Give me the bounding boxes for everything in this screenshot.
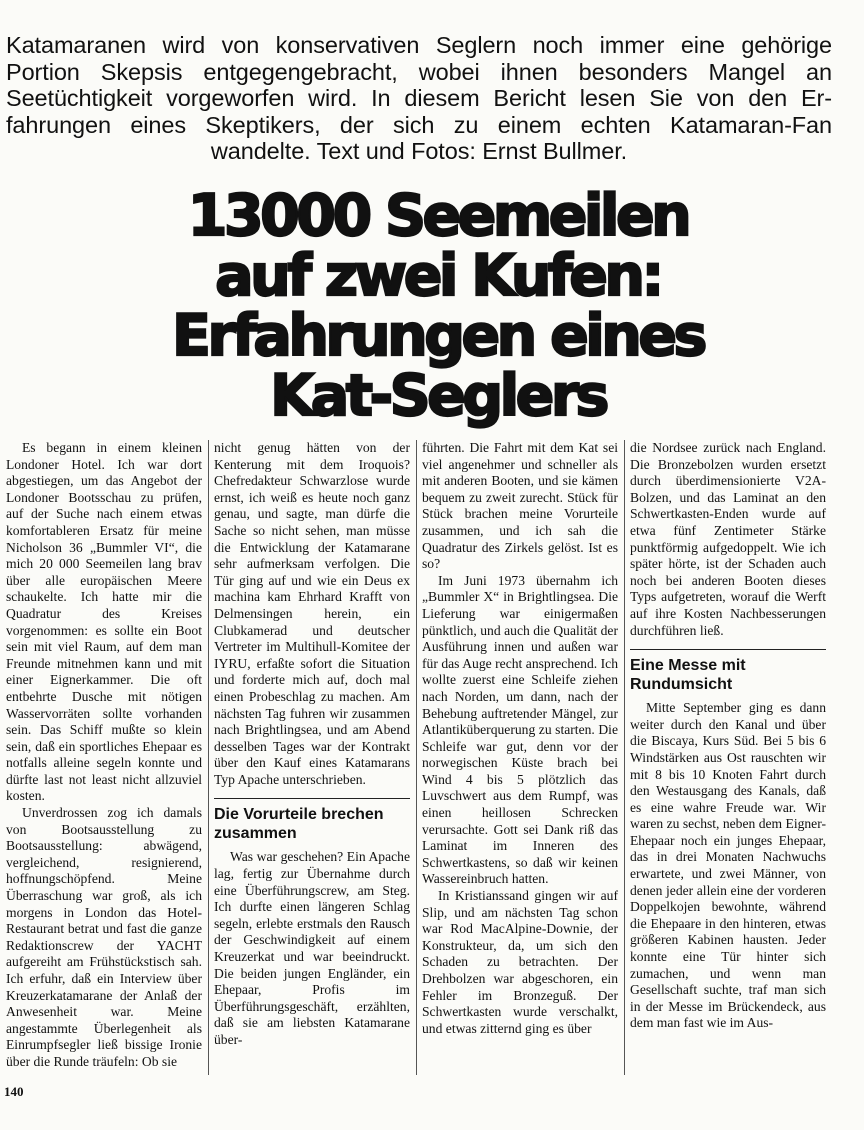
article-headline bbox=[60, 183, 816, 429]
article-body bbox=[6, 440, 836, 1080]
column-divider bbox=[416, 440, 417, 1075]
intro-line: Katamaranen wird von konservativen Seglern noch immer eine gehörige bbox=[6, 32, 832, 58]
intro-line: Portion Skepsis entgegengebracht, wobei ihnen besonders Mangel an bbox=[6, 58, 832, 85]
intro-line: wandelte. Text und Fotos: Ernst Bullmer. bbox=[210, 138, 628, 164]
intro-line: fahrungen eines Skeptikers, der sich zu einem echten Katamaran-Fan bbox=[6, 111, 832, 138]
headline-line: auf zwei Kufen: bbox=[215, 243, 661, 309]
intro-paragraph bbox=[6, 32, 832, 165]
column-1 bbox=[6, 440, 202, 1071]
subheading: Die Vorurteile brechen zusammen bbox=[214, 798, 410, 843]
page-number: 140 bbox=[4, 1084, 24, 1099]
headline-line: 13000 Seemeilen bbox=[187, 183, 689, 249]
paragraph: Im Juni 1973 übernahm ich „Bummler X“ in Brightlingsea. Die Lieferung war einigermaßen pünktlich, und auch die Qualität der Ausführung innen und außen war für das Auge recht ansprechend. Ich wollte zuerst eine Schleife ziehen nach Norden, um dann, nach der Behebung auftretender Mängel, zur Atlantiküberquerung zu starten. Die Schleife war gut, denn vor der norwegischen Küste brach bei Wind 4 bis 5 plötzlich das Luvschwert aus dem Rumpf, was einen heillosen Schrecken verursachte. Gott sei Dank riß das Laminat im Inneren des Schwertkastens, so daß wir keinen Wassereinbruch hatten. bbox=[422, 572, 618, 887]
paragraph: nicht genug hätten von der Kenterung mit dem Iroquois? Chefredakteur Schwarzlose wurde ernst, ich weiß es heute noch ganz genau, und sagte, man dürfe die Sache so nicht sehen, man müsse die Entwicklung der Katamarane sehr aufmerksam verfolgen. Die Tür ging auf und wie ein Deus ex machina kam Ehrhard Krafft von Delmensingen herein, ein Clubkamerad und deutscher Vertreter im Multihull-Komitee der IYRU, erfaßte sofort die Situation und forderte mich auf, doch mal einen Probeschlag zu machen. Am nächsten Tag fuhren wir zusammen nach Brightlingsea, und am Abend desselben Tages war der Kontrakt über den Kauf eines Katamarans Typ Apache unterschrieben. bbox=[214, 440, 410, 787]
column-2 bbox=[214, 440, 410, 1049]
paragraph: die Nordsee zurück nach England. Die Bronzebolzen wurden ersetzt durch überdimensionierte V2A-Bolzen, und das Laminat an den Schwertkasten-Enden wurde auf etwa fünf Zentimeter Stärke punktförmig aufgedoppelt. Wie ich später hörte, ist der Schaden auch noch bei anderen Booten dieses Typs aufgetreten, worauf die Werft auf ihre Kosten Nachbesserungen durchführen ließ. bbox=[630, 440, 826, 638]
paragraph: führten. Die Fahrt mit dem Kat sei viel angenehmer und schneller als mit anderen Booten, und sie kämen bequem zu zweit zurecht. Stück für Stück brachen meine Vorurteile zusammen, und ich sah die Quadratur des Zirkels gelöst. Ist es so? bbox=[422, 440, 618, 572]
paragraph: Unverdrossen zog ich damals von Bootsausstellung zu Bootsausstellung: abwägend, vergleichend, resignierend, hoffnungschöpfend. Meine Überraschung war groß, als ich morgens in London das Hotel-Restaurant betrat und fast die ganze Redaktionscrew der YACHT aufgereiht am Frühstückstisch sah. Ich erfuhr, daß ein Interview über Kreuzerkatamarane der Anlaß der Anwesenheit war. Meine angestammte Überlegenheit als Einrumpfsegler ließ bissige Ironie über die Runde träufeln: Ob sie bbox=[6, 805, 202, 1069]
intro-line: Seetüchtigkeit vorgeworfen wird. In diesem Bericht lesen Sie von den Er- bbox=[6, 85, 832, 111]
headline-line: Erfahrungen eines bbox=[172, 303, 704, 369]
paragraph: In Kristianssand gingen wir auf Slip, und am nächsten Tag schon war Rod MacAlpine-Downie, der Konstrukteur, da, um sich den Schaden zu betrachten. Der Drehbolzen war abgeschoren, ein Fehler im Bronzeguß. Der Schwertkasten wurde verschalkt, und etwas zitternd ging es über bbox=[422, 888, 618, 1036]
column-divider bbox=[624, 440, 625, 1075]
column-4 bbox=[630, 440, 826, 1032]
column-3 bbox=[422, 440, 618, 1037]
paragraph: Es begann in einem kleinen Londoner Hotel. Ich war dort abgestiegen, um das Angebot der Londoner Bootsschau zu prüfen, auf der Suche nach einem etwas komfortableren Ersatz für meine Nicholson 36 „Bummler VI“, die mich 20 000 Seemeilen lang brav über alle europäischen Meere schaukelte. Ich hatte mir die Quadratur des Kreises vorgenommen: es sollte ein Boot sein mit viel Raum, auf dem man Freunde mitnehmen kann und mit einer Eignerkammer. Die oft entbehrte Dusche mit nötigen Wasservorräten sollte vorhanden sein. Das Schiff mußte so klein sein, daß ein sportliches Ehepaar es notfalls alleine segeln konnte und dürfte last not least nicht allzuviel kosten. bbox=[6, 440, 202, 804]
headline-line: Kat-Seglers bbox=[270, 363, 606, 429]
column-divider bbox=[208, 440, 209, 1075]
subheading: Eine Messe mit Rundumsicht bbox=[630, 649, 826, 694]
paragraph: Mitte September ging es dann weiter durch den Kanal und über die Biscaya, Kurs Süd. Bei 5 bis 6 Windstärken aus Ost rauschten wir mit 8 bis 10 Knoten Fahrt durch den Westausgang des Kanals, daß es eine wahre Freude war. Wir waren zu sechst, neben dem Eigner-Ehepaar noch ein junges Ehepaar, das in drei Monaten Nachwuchs erwartete, und zwei Männer, von denen jeder allein eine der vorderen Doppelkojen bewohnte, während die Ehepaare in den hinteren, etwas größeren Kabinen hausten. Jeder konnte eine Tür hinter sich zumachen, und wenn man Gesellschaft suchte, traf man sich in der Messe im Brückendeck, aus dem man fast wie im Aus- bbox=[630, 700, 827, 1031]
paragraph: Was war geschehen? Ein Apache lag, fertig zur Übernahme durch eine Überführungscrew, am Steg. Ich durfte einen längeren Schlag segeln, erlebte erstmals den Rausch der Geschwindigkeit auf einem Kreuzerkat und war beeindruckt. Die beiden jungen Engländer, ein Ehepaar, Profis im Überführungsgeschäft, erzählten, daß sie am liebsten Katamarane über- bbox=[214, 849, 410, 1047]
